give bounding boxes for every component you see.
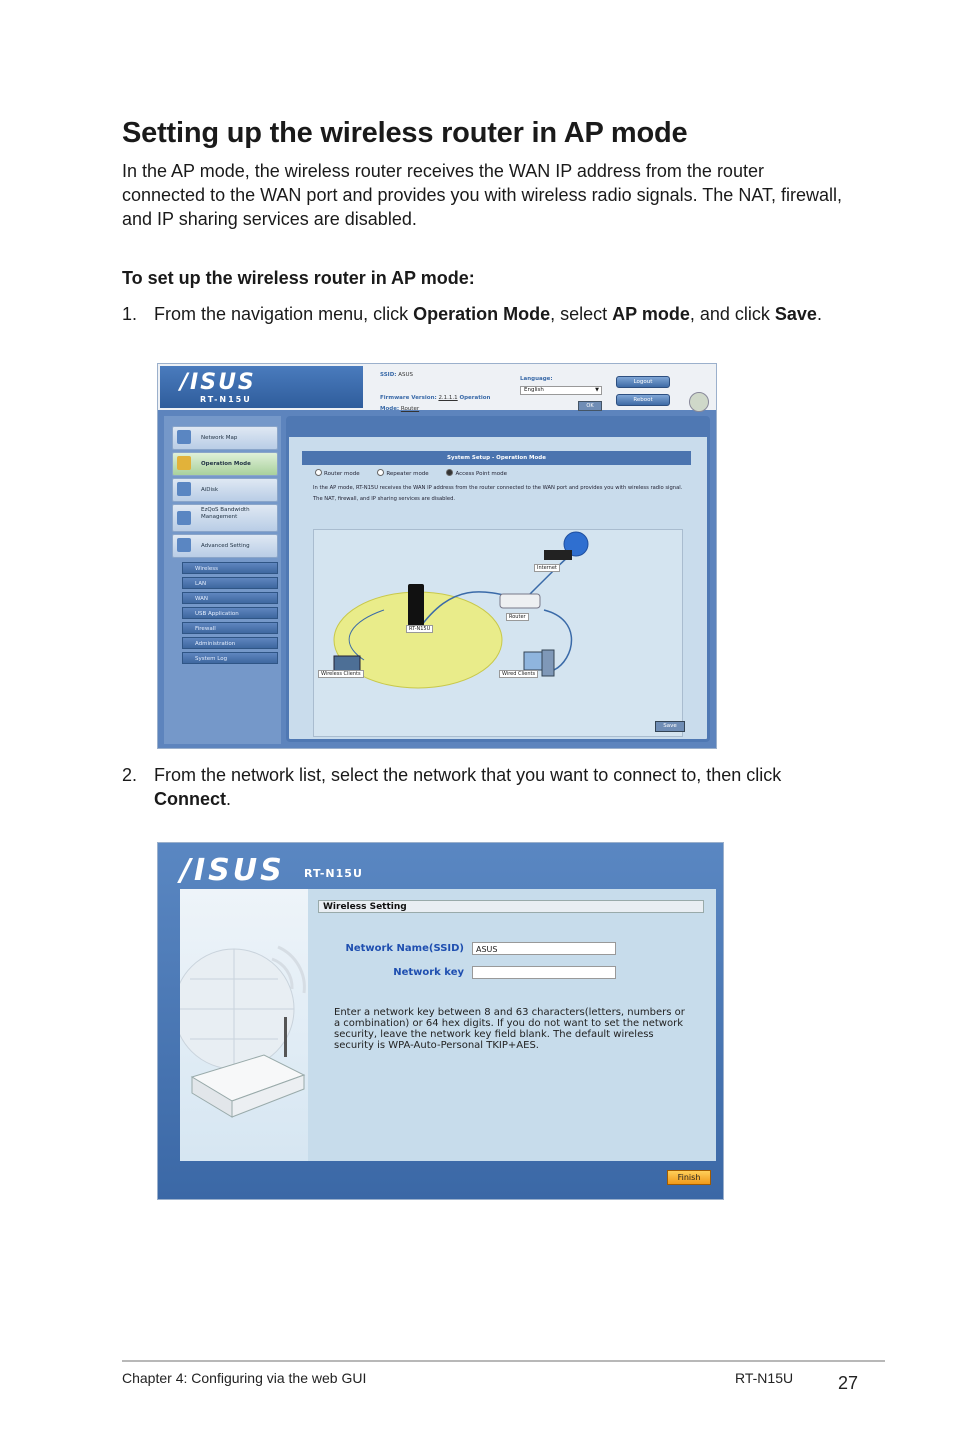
firmware-info: Firmware Version: 2.1.1.1 Operation	[380, 395, 491, 401]
internet-server-icon	[544, 550, 572, 560]
tower-icon	[542, 650, 554, 676]
language-label: Language:	[520, 376, 553, 382]
network-key-label: Network key	[393, 967, 464, 978]
firmware-link[interactable]: 2.1.1.1	[438, 395, 458, 401]
step-text: From the navigation menu, click Operation Mode, select AP mode, and click Save.	[154, 304, 822, 324]
footer-model: RT-N15U	[735, 1370, 794, 1386]
nav-ezqos[interactable]: EzQoS Bandwidth Management	[172, 504, 278, 532]
page-number: 27	[838, 1373, 859, 1393]
network-key-input[interactable]	[472, 966, 616, 979]
footer-divider	[122, 1360, 885, 1362]
aidisk-icon	[177, 482, 191, 496]
nav-network-map[interactable]: Network Map	[172, 426, 278, 450]
operation-mode-screenshot	[157, 363, 717, 749]
reboot-button[interactable]: Reboot	[616, 394, 670, 406]
model-name: RT-N15U	[200, 395, 252, 404]
step-number: 1.	[122, 304, 138, 324]
ok-button[interactable]: OK	[578, 401, 602, 411]
chevron-down-icon: ▼	[595, 387, 599, 393]
radio-repeater-mode[interactable]: Repeater mode	[377, 471, 436, 477]
wizard-illustration	[180, 889, 308, 1161]
language-select[interactable]: English ▼	[520, 386, 602, 395]
wired-clients-label: Wired Clients	[499, 670, 538, 678]
device-icon	[408, 584, 424, 626]
subnav-lan[interactable]: LAN	[182, 577, 278, 589]
operation-mode-icon	[177, 456, 191, 470]
logout-button[interactable]: Logout	[616, 376, 670, 388]
wireless-setting-screenshot	[157, 842, 724, 1200]
section-title: Wireless Setting	[318, 900, 704, 913]
step-number: 2.	[122, 765, 138, 785]
bandwidth-icon	[177, 511, 191, 525]
subnav-system-log[interactable]: System Log	[182, 652, 278, 664]
model-name: RT-N15U	[304, 867, 363, 880]
subnav-wan[interactable]: WAN	[182, 592, 278, 604]
ssid-input[interactable]: ASUS	[472, 942, 616, 955]
radio-router-mode[interactable]: Router mode	[315, 471, 368, 477]
intro-paragraph: In the AP mode, the wireless router receives the WAN IP address from the router connected to the WAN port and provides you with wireless radio signals. The NAT, firewall, and IP sharing services are disabled.	[122, 161, 842, 229]
radio-checked-icon	[446, 469, 453, 476]
network-map-icon	[177, 430, 191, 444]
ssid-info: SSID: ASUS	[380, 372, 414, 378]
subnav-wireless[interactable]: Wireless	[182, 562, 278, 574]
nav-operation-mode[interactable]: Operation Mode	[172, 452, 278, 476]
diagram-svg	[314, 530, 682, 736]
ssid-label: Network Name(SSID)	[345, 943, 464, 954]
nav-advanced-setting[interactable]: Advanced Setting	[172, 534, 278, 558]
footer-chapter: Chapter 4: Configuring via the web GUI	[122, 1370, 367, 1386]
subnav-usb-application[interactable]: USB Application	[182, 607, 278, 619]
asus-logo: /ISUS	[180, 853, 285, 888]
mode-description: In the AP mode, RT-N15U receives the WAN IP address from the router connected to the WAN port and provides you with wireless radio signal. The NAT, firewall, and IP sharing services are disabled.	[313, 485, 683, 502]
wireless-clients-label: Wireless Clients	[318, 670, 364, 678]
subnav-firewall[interactable]: Firewall	[182, 622, 278, 634]
procedure-heading: To set up the wireless router in AP mode:	[122, 268, 475, 288]
mode-link[interactable]: Router	[400, 406, 420, 412]
router-label: Router	[506, 613, 529, 621]
router-icon	[500, 594, 540, 608]
asus-logo: /ISUS	[180, 370, 256, 395]
step-1	[122, 302, 842, 326]
radio-ap-mode[interactable]: Access Point mode	[446, 471, 515, 477]
main-panel-header	[289, 419, 707, 437]
globe-icon[interactable]	[689, 392, 709, 412]
nav-aidisk[interactable]: AiDisk	[172, 478, 278, 502]
step-2	[122, 763, 842, 811]
monitor-icon	[524, 652, 542, 670]
radio-icon	[315, 469, 322, 476]
antenna	[284, 1017, 287, 1057]
sidebar	[164, 416, 281, 744]
mode-info: Mode: Router	[380, 406, 420, 412]
header-bar	[158, 364, 716, 410]
wizard-panel	[180, 889, 716, 1161]
router-illustration-svg	[180, 889, 308, 1161]
logo-block	[160, 366, 363, 408]
device-label: RT-N15U	[406, 625, 433, 633]
section-title: System Setup - Operation Mode	[302, 451, 691, 465]
subnav-administration[interactable]: Administration	[182, 637, 278, 649]
mode-radio-group	[315, 469, 523, 477]
radio-icon	[377, 469, 384, 476]
main-panel	[286, 416, 710, 742]
help-text: Enter a network key between 8 and 63 characters(letters, numbers or a combination) or 64 hex digits. If you do not want to set the network security, leave the network key field blank. The default wireless security is WPA-Auto-Personal TKIP+AES.	[334, 1007, 685, 1051]
tools-icon	[177, 538, 191, 552]
step-text: From the network list, select the network that you want to connect to, then click Connect.	[154, 765, 782, 809]
save-button[interactable]: Save	[655, 721, 685, 732]
page-title: Setting up the wireless router in AP mode	[122, 117, 688, 149]
internet-label: Internet	[534, 564, 560, 572]
network-diagram	[313, 529, 683, 737]
finish-button[interactable]: Finish	[667, 1170, 711, 1185]
